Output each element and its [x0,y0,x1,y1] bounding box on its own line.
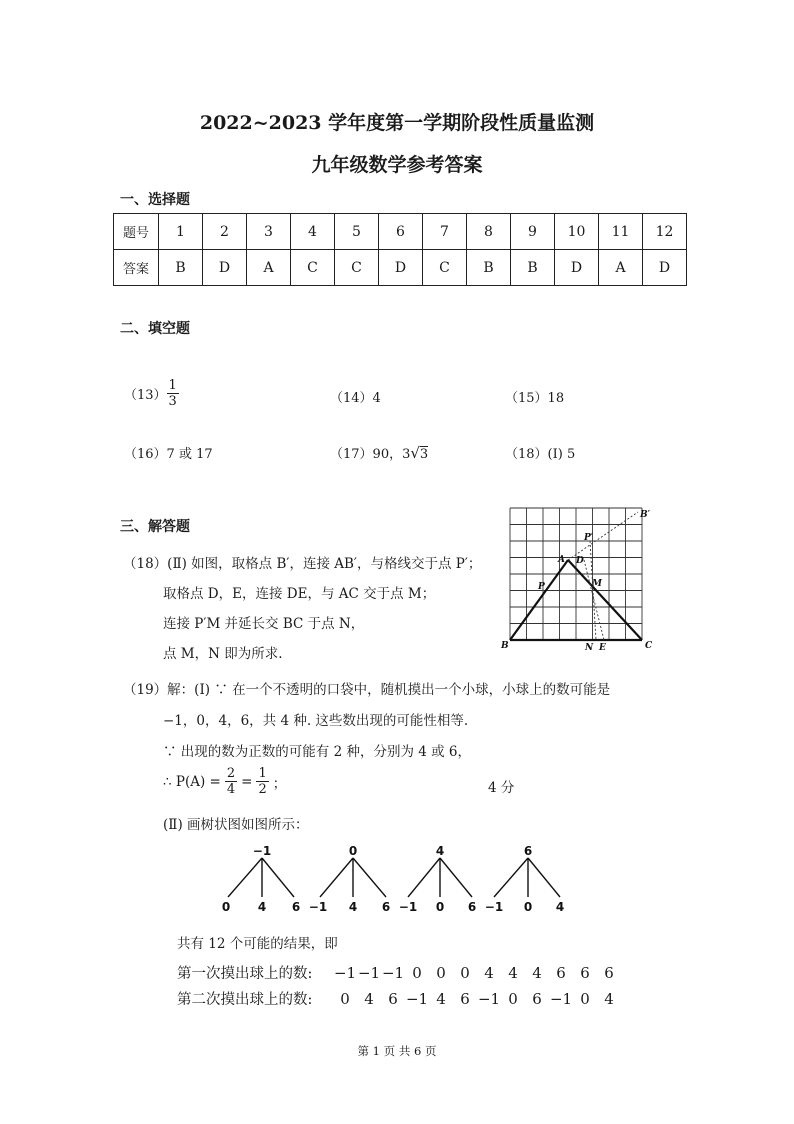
sequence-value: 4 [436,990,446,1008]
table-row [114,214,687,250]
table-row [114,250,687,286]
construction-lines [568,512,638,640]
score-label: 4 分 [488,780,515,796]
section3-heading: 三、解答题 [120,519,190,535]
denominator: 3 [168,394,177,409]
sequence-value: 4 [532,964,542,982]
page-title: 2022~2023 学年度第一学期阶段性质量监测 [199,112,595,134]
tree-root: −1 [252,844,272,858]
q19-part2: (Ⅱ) 画树状图如图所示： [163,817,309,833]
total-results-text: 共有 12 个可能的结果，即 [177,936,338,952]
answer-13-label: （13） [124,388,167,403]
point-label-p: P [538,582,545,592]
tree-leaf: −1 [484,900,504,914]
formula-suffix: ； [272,775,287,792]
sqrt-icon: √ [410,444,420,462]
equals-sign: = [241,773,253,790]
point-label-e: E [599,643,606,652]
sequence-value: 0 [460,964,470,982]
table-cell: 11 [599,214,643,250]
point-label-d: D [576,556,584,566]
table-cell: C [335,250,379,286]
first-draw-row [177,962,621,983]
answer-16: （16）7 或 17 [124,447,213,462]
table-cell: 3 [247,214,291,250]
answer-18-part1: （18）(Ⅰ) 5 [505,447,576,462]
sequence-value: 6 [388,990,398,1008]
section2-heading: 二、填空题 [120,321,190,337]
sequence-value: −1 [333,964,357,982]
tree-leaf: −1 [308,900,328,914]
sequence-value: 6 [580,964,590,982]
tree-leaf: 0 [435,900,445,914]
sequence-value: 0 [580,990,590,1008]
point-label-p-prime: P′ [584,533,594,543]
sequence-value: 0 [340,990,350,1008]
sequence-value: 0 [436,964,446,982]
table-cell: B [159,250,203,286]
tree-root: 6 [523,844,533,858]
tree-root: 4 [435,844,445,858]
table-cell: 5 [335,214,379,250]
second-draw-label: 第二次摸出球上的数: [177,992,313,1008]
sequence-value: 6 [556,964,566,982]
second-draw-row [177,988,621,1009]
fraction [225,766,237,797]
tree-leaf: 6 [291,900,301,914]
page-footer: 第 1 页 共 6 页 [357,1044,437,1058]
point-label-b-prime: B′ [640,510,650,520]
sequence-value: 6 [604,964,614,982]
tree-leaf: 6 [467,900,477,914]
sequence-value: 4 [604,990,614,1008]
table-cell: B [511,250,555,286]
answer-14: （14）4 [330,391,381,406]
table-cell: 2 [203,214,247,250]
numerator: 2 [226,766,236,781]
point-label-c: C [645,641,653,651]
table-cell: D [555,250,599,286]
tree-leaf: 4 [257,900,267,914]
sequence-value: 0 [508,990,518,1008]
grid-figure [500,500,660,652]
answer-table [113,213,687,286]
tree-diagram [210,843,590,915]
numerator: 1 [258,766,267,781]
table-cell: 6 [379,214,423,250]
table-cell: 10 [555,214,599,250]
point-label-m: M [592,579,602,589]
tree-leaf: 6 [381,900,391,914]
q18-line: 取格点 D，E，连接 DE，与 AC 交于点 M； [163,586,436,602]
answer-17 [330,443,428,462]
first-draw-label: 第一次摸出球上的数: [177,966,313,982]
fraction [256,766,268,797]
q18-line: 点 M，N 即为所求. [163,646,283,662]
sequence-value: 6 [532,990,542,1008]
row-header-number: 题号 [114,214,159,250]
q19-line: （19）解：(Ⅰ) ∵ 在一个不透明的口袋中，随机摸出一个小球，小球上的数可能是 [123,682,611,698]
table-cell: B [467,250,511,286]
q18-line: （18）(Ⅱ) 如图，取格点 B′，连接 AB′，与格线交于点 P′； [123,556,482,572]
table-cell: 7 [423,214,467,250]
q18-line: 连接 P′M 并延长交 BC 于点 N， [163,616,365,632]
page-subtitle: 九年级数学参考答案 [311,154,483,176]
point-label-n: N [585,643,594,652]
denominator: 2 [258,782,267,797]
tree-leaf: −1 [398,900,418,914]
fraction [167,378,179,409]
sequence-value: −1 [549,990,573,1008]
sequence-value: 4 [508,964,518,982]
row-header-answer: 答案 [114,250,159,286]
table-cell: D [379,250,423,286]
formula-prefix: ∴ P(A) = [163,773,221,790]
probability-formula [163,766,286,797]
table-cell: 12 [643,214,687,250]
tree-leaf: 0 [221,900,231,914]
sequence-value: −1 [357,964,381,982]
answer-17-label: （17）90，3 [330,447,411,462]
sequence-value: 0 [412,964,422,982]
tree-leaf: 4 [348,900,358,914]
tree-leaf: 4 [555,900,565,914]
sequence-value: −1 [477,990,501,1008]
table-cell: A [599,250,643,286]
answer-17-radicand: 3 [419,447,429,462]
sequence-value: 6 [460,990,470,1008]
sequence-value: 4 [484,964,494,982]
table-cell: 8 [467,214,511,250]
point-label-b: B [501,641,509,651]
tree-leaf: 0 [523,900,533,914]
answer-13 [124,378,179,409]
answer-15: （15）18 [505,391,565,406]
q19-line: ∵ 出现的数为正数的可能有 2 种，分别为 4 或 6， [163,744,472,760]
table-cell: D [203,250,247,286]
table-cell: 9 [511,214,555,250]
table-cell: C [291,250,335,286]
section1-heading: 一、选择题 [120,192,190,208]
denominator: 4 [226,782,236,797]
table-cell: D [643,250,687,286]
table-cell: C [423,250,467,286]
q19-line: −1，0，4，6，共 4 种. 这些数出现的可能性相等. [163,713,469,729]
table-cell: 4 [291,214,335,250]
sequence-value: −1 [381,964,405,982]
table-cell: A [247,250,291,286]
tree-branches [228,858,560,897]
numerator: 1 [168,378,177,393]
sequence-value: −1 [405,990,429,1008]
table-cell: 1 [159,214,203,250]
sequence-value: 4 [364,990,374,1008]
point-label-a: A [558,555,565,565]
tree-root: 0 [348,844,358,858]
